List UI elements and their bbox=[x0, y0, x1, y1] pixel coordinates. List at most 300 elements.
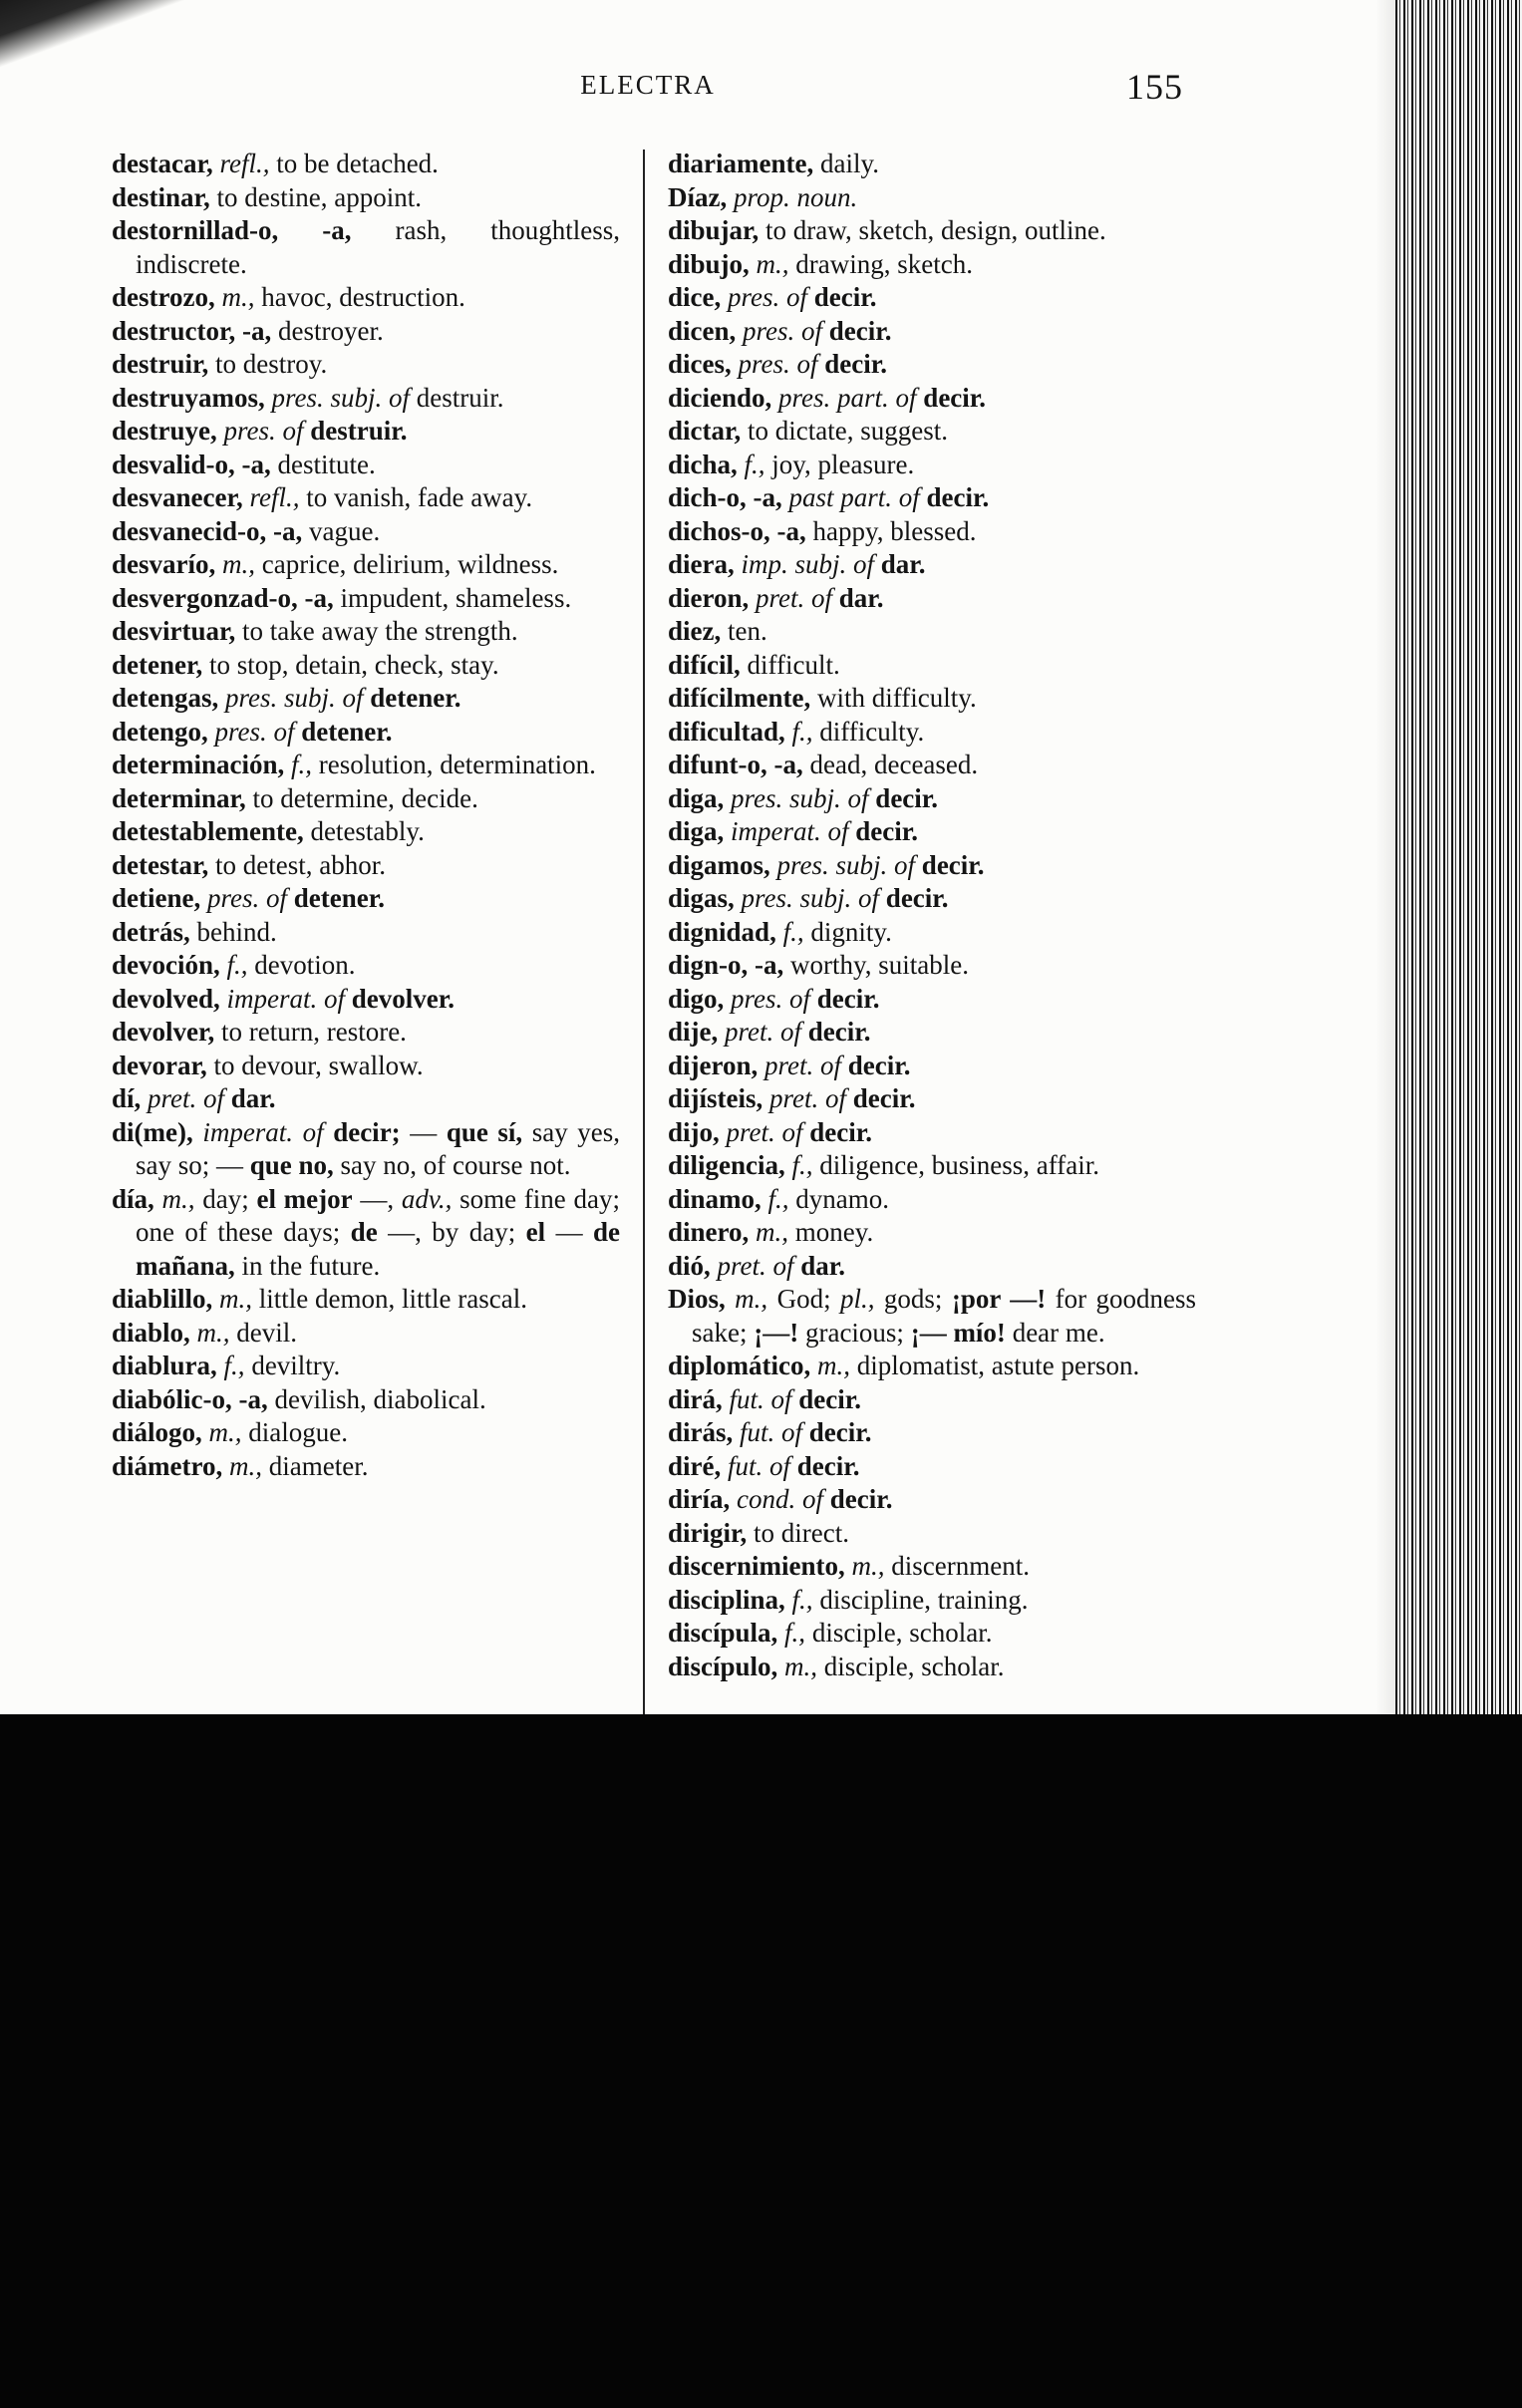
entry-text bbox=[200, 883, 207, 913]
entry-headword: decir. bbox=[828, 315, 892, 346]
entry-grammar: m., bbox=[735, 1284, 768, 1314]
entry-text bbox=[287, 883, 294, 913]
entry-text bbox=[345, 984, 352, 1014]
dictionary-entry bbox=[668, 281, 1196, 315]
entry-text bbox=[735, 883, 742, 913]
entry-headword: decir. bbox=[807, 1017, 871, 1047]
entry-grammar: pres. of bbox=[731, 983, 811, 1014]
entry-text bbox=[726, 1284, 735, 1314]
entry-text: to return, restore. bbox=[214, 1017, 407, 1047]
dictionary-entry bbox=[112, 548, 620, 582]
entry-headword: dí, bbox=[112, 1083, 142, 1113]
dictionary-entry bbox=[668, 1149, 1196, 1183]
entry-headword: Dios, bbox=[668, 1284, 726, 1314]
dictionary-entry bbox=[668, 749, 1196, 782]
dictionary-entry bbox=[668, 1050, 1196, 1083]
dictionary-entry bbox=[668, 649, 1196, 683]
entry-headword: destruir, bbox=[112, 349, 209, 379]
entry-text bbox=[920, 482, 927, 512]
entry-headword: desvalid-o, -a, bbox=[112, 449, 271, 479]
dictionary-entry bbox=[668, 1584, 1196, 1618]
dictionary-entry bbox=[668, 1283, 1196, 1350]
dictionary-entry bbox=[668, 815, 1196, 849]
entry-text: diplomatist, astute person. bbox=[850, 1351, 1140, 1380]
dictionary-entry bbox=[668, 214, 1196, 248]
dictionary-entry bbox=[112, 1450, 620, 1484]
entry-text bbox=[733, 1417, 740, 1447]
entry-text: vague. bbox=[302, 515, 381, 546]
entry-grammar: pret. of bbox=[717, 1250, 794, 1281]
entry-headword: dar. bbox=[800, 1250, 846, 1281]
entry-headword: desvanecid-o, -a, bbox=[112, 515, 303, 546]
entry-headword: diez, bbox=[668, 616, 722, 646]
entry-text: to take away the strength. bbox=[235, 616, 518, 646]
entry-text bbox=[738, 450, 745, 479]
entry-headword: dice, bbox=[668, 282, 722, 312]
entry-text: to be detached. bbox=[269, 149, 439, 178]
entry-text bbox=[802, 1417, 809, 1447]
entry-headword: decir. bbox=[852, 1083, 916, 1113]
entry-text: dynamo. bbox=[788, 1183, 890, 1214]
entry-headword: detestablemente, bbox=[112, 816, 304, 846]
entry-headword: detestar, bbox=[112, 849, 209, 880]
entry-text bbox=[224, 1083, 231, 1113]
dictionary-entry bbox=[668, 682, 1196, 716]
entry-grammar: pres. of bbox=[728, 282, 807, 312]
dictionary-entry bbox=[112, 1283, 620, 1317]
entry-text: — bbox=[400, 1116, 447, 1147]
entry-text bbox=[222, 1451, 229, 1481]
entry-text: to vanish, fade away. bbox=[299, 482, 533, 512]
entry-headword: Díaz, bbox=[668, 181, 728, 212]
dictionary-entry bbox=[668, 1617, 1196, 1651]
dictionary-entry bbox=[112, 348, 620, 382]
entry-grammar: pres. of bbox=[738, 349, 818, 379]
entry-grammar: f., bbox=[791, 1584, 813, 1615]
entry-headword: destruir. bbox=[310, 416, 408, 446]
entry-headword: devorar, bbox=[112, 1050, 207, 1080]
entry-headword: difícil, bbox=[668, 649, 741, 680]
entry-headword: dinero, bbox=[668, 1217, 750, 1247]
entry-grammar: f., bbox=[290, 750, 312, 779]
entry-text: day; bbox=[194, 1183, 257, 1214]
entry-grammar: m., bbox=[196, 1317, 230, 1348]
entry-text bbox=[735, 549, 742, 579]
dictionary-entry bbox=[668, 615, 1196, 649]
entry-text bbox=[718, 1017, 725, 1047]
entry-text bbox=[841, 1051, 848, 1080]
entry-grammar: f., bbox=[226, 950, 248, 980]
entry-headword: dign-o, -a, bbox=[668, 950, 784, 980]
entry-text: discernment. bbox=[884, 1551, 1030, 1581]
entry-grammar: pres. of bbox=[214, 716, 295, 747]
entry-headword: decir. bbox=[875, 782, 939, 813]
entry-grammar: pres. subj. of bbox=[741, 883, 880, 913]
entry-headword: decir. bbox=[926, 482, 990, 512]
dictionary-entry bbox=[112, 582, 620, 616]
entry-headword: diabólic-o, -a, bbox=[112, 1383, 268, 1414]
entry-grammar: f., bbox=[791, 716, 813, 747]
entry-text: deviltry. bbox=[244, 1351, 341, 1380]
entry-text: joy, pleasure. bbox=[764, 449, 915, 479]
entry-headword: decir. bbox=[816, 983, 880, 1014]
entry-text: devilish, diabolical. bbox=[267, 1383, 486, 1414]
entry-grammar: cond. of bbox=[737, 1484, 824, 1514]
entry-headword: dije, bbox=[668, 1017, 719, 1047]
entry-text bbox=[790, 1451, 797, 1481]
dictionary-entry bbox=[668, 1183, 1196, 1217]
entry-text: some fine day; one of these days; bbox=[136, 1183, 620, 1247]
entry-headword: digamos, bbox=[668, 849, 770, 880]
entry-grammar: m., bbox=[784, 1651, 818, 1681]
entry-text: to draw, sketch, design, outline. bbox=[759, 215, 1106, 245]
dictionary-entry bbox=[668, 1082, 1196, 1116]
entry-headword: determinación, bbox=[112, 750, 285, 779]
entry-headword: diría, bbox=[668, 1484, 731, 1514]
dictionary-entry bbox=[112, 481, 620, 515]
dictionary-entry bbox=[112, 916, 620, 950]
entry-text bbox=[749, 1217, 756, 1247]
entry-headword: diligencia, bbox=[668, 1150, 785, 1180]
entry-text: in the future. bbox=[234, 1250, 381, 1281]
entry-text bbox=[822, 316, 829, 346]
entry-headword: dicen, bbox=[668, 315, 737, 346]
entry-grammar: pres. of bbox=[206, 883, 287, 913]
entry-text bbox=[915, 850, 922, 880]
dictionary-entry bbox=[112, 649, 620, 683]
entry-text: devotion. bbox=[247, 950, 356, 980]
entry-headword: dieron, bbox=[668, 582, 750, 613]
entry-text bbox=[810, 1351, 817, 1380]
entry-headword: de mañana, bbox=[136, 1217, 620, 1281]
entry-grammar: refl., bbox=[219, 149, 270, 178]
entry-text bbox=[720, 1117, 727, 1147]
entry-grammar: f., bbox=[784, 1618, 806, 1648]
entry-text bbox=[721, 1451, 728, 1481]
entry-headword: dictar, bbox=[668, 416, 742, 446]
entry-headword: detener. bbox=[370, 683, 461, 713]
dictionary-entry bbox=[668, 1517, 1196, 1551]
entry-grammar: imperat. of bbox=[226, 983, 346, 1014]
entry-text: for goodness sake; bbox=[692, 1284, 1197, 1348]
entry-text bbox=[727, 182, 734, 212]
dictionary-entry bbox=[112, 1050, 620, 1083]
dictionary-entry bbox=[668, 248, 1196, 282]
entry-headword: el bbox=[525, 1217, 546, 1247]
entry-grammar: m., bbox=[208, 1417, 242, 1447]
entry-headword: desvanecer, bbox=[112, 482, 243, 512]
entry-text: to direct. bbox=[747, 1517, 849, 1548]
dictionary-entry bbox=[668, 582, 1196, 616]
dictionary-entry bbox=[112, 281, 620, 315]
entry-grammar: pret. of bbox=[769, 1083, 847, 1113]
entry-headword: dich-o, -a, bbox=[668, 482, 782, 512]
entry-headword: dicha, bbox=[668, 449, 738, 479]
entry-headword: disciplina, bbox=[668, 1584, 785, 1615]
entry-text: —, bbox=[352, 1183, 402, 1214]
entry-headword: dificultad, bbox=[668, 716, 785, 747]
entry-headword: diré, bbox=[668, 1450, 722, 1481]
page-corner-shadow bbox=[0, 0, 299, 90]
dictionary-entry bbox=[668, 348, 1196, 382]
entry-grammar: prop. noun. bbox=[733, 181, 858, 212]
dictionary-entry bbox=[668, 882, 1196, 916]
entry-text: dialogue. bbox=[241, 1417, 349, 1447]
entry-grammar: pret. of bbox=[726, 1116, 803, 1147]
entry-text: to determine, decide. bbox=[245, 782, 478, 813]
entry-text bbox=[785, 1585, 792, 1615]
entry-headword: detengo, bbox=[112, 716, 208, 747]
entry-text bbox=[324, 1117, 334, 1147]
entry-text: resolution, determination. bbox=[312, 750, 596, 779]
entry-headword: difícilmente, bbox=[668, 683, 811, 713]
entry-text: to devour, swallow. bbox=[206, 1050, 424, 1080]
entry-headword: decir. bbox=[921, 849, 985, 880]
entry-headword: diplomático, bbox=[668, 1351, 811, 1380]
entry-text: to destine, appoint. bbox=[209, 181, 422, 212]
entry-text: devil. bbox=[229, 1317, 298, 1348]
dictionary-entry bbox=[668, 515, 1196, 549]
entry-headword: destructor, -a, bbox=[112, 315, 272, 346]
entry-text: destitute. bbox=[270, 449, 376, 479]
dictionary-entry bbox=[668, 1651, 1196, 1684]
entry-text bbox=[785, 717, 792, 747]
entry-text: impudent, shameless. bbox=[333, 582, 572, 613]
entry-text bbox=[761, 1184, 768, 1214]
dictionary-entry bbox=[112, 148, 620, 181]
dictionary-entry bbox=[112, 882, 620, 916]
entry-grammar: m., bbox=[851, 1551, 885, 1581]
entry-text bbox=[749, 583, 756, 613]
entry-headword: detener. bbox=[293, 883, 385, 913]
entry-headword: dignidad, bbox=[668, 916, 776, 947]
entry-text bbox=[801, 1017, 808, 1047]
entry-headword: decir. bbox=[824, 349, 887, 379]
entry-headword: desvarío, bbox=[112, 549, 216, 579]
entry-text: difficulty. bbox=[812, 716, 925, 747]
dictionary-entry bbox=[112, 382, 620, 416]
entry-text: caprice, delirium, wildness. bbox=[255, 549, 559, 579]
entry-text bbox=[770, 850, 777, 880]
entry-text bbox=[723, 1384, 730, 1414]
entry-headword: diablillo, bbox=[112, 1284, 213, 1314]
entry-text bbox=[750, 249, 757, 279]
entry-headword: destruye, bbox=[112, 416, 217, 446]
entry-headword: decir. bbox=[808, 1417, 872, 1447]
entry-text: little demon, little rascal. bbox=[252, 1284, 527, 1314]
entry-headword: diga, bbox=[668, 816, 725, 846]
entry-grammar: f., bbox=[782, 916, 804, 947]
page-number: 155 bbox=[1126, 67, 1183, 107]
dictionary-entry bbox=[112, 1416, 620, 1450]
entry-grammar: imperat. of bbox=[202, 1116, 324, 1147]
entry-headword: diciendo, bbox=[668, 382, 772, 413]
dictionary-entry bbox=[668, 415, 1196, 449]
entry-text bbox=[711, 1251, 718, 1281]
book-binding-edge bbox=[1395, 0, 1522, 1714]
entry-grammar: f., bbox=[767, 1183, 789, 1214]
running-header-title: ELECTRA bbox=[580, 70, 716, 100]
entry-grammar: fut. of bbox=[740, 1417, 803, 1447]
dictionary-entry bbox=[668, 1383, 1196, 1417]
dictionary-entry bbox=[668, 1416, 1196, 1450]
entry-headword: destornillad-o, -a, bbox=[112, 215, 352, 245]
entry-grammar: pret. of bbox=[764, 1050, 842, 1080]
entry-headword: dirigir, bbox=[668, 1517, 748, 1548]
entry-headword: destacar, bbox=[112, 149, 213, 178]
dictionary-entry bbox=[668, 1450, 1196, 1484]
entry-headword: que sí, bbox=[446, 1116, 523, 1147]
entry-text: disciple, scholar. bbox=[805, 1618, 993, 1648]
entry-headword: diera, bbox=[668, 549, 735, 579]
entry-headword: dijeron, bbox=[668, 1050, 759, 1080]
entry-grammar: past part. of bbox=[788, 482, 920, 512]
dictionary-entry bbox=[112, 849, 620, 883]
entry-headword: detengas, bbox=[112, 683, 219, 713]
entry-headword: dar. bbox=[230, 1083, 276, 1113]
entry-grammar: m., bbox=[817, 1351, 851, 1380]
entry-text: happy, blessed. bbox=[805, 515, 977, 546]
bottom-scan-shadow bbox=[0, 1714, 1522, 2408]
dictionary-entry bbox=[112, 949, 620, 983]
entry-headword: destinar, bbox=[112, 181, 210, 212]
entry-text: — bbox=[545, 1217, 593, 1247]
entry-headword: dinamo, bbox=[668, 1183, 761, 1214]
entry-grammar: m., bbox=[222, 549, 255, 579]
dictionary-entry bbox=[668, 382, 1196, 416]
entry-headword: desvirtuar, bbox=[112, 616, 236, 646]
entry-headword: determinar, bbox=[112, 782, 246, 813]
entry-headword: decir. bbox=[798, 1383, 862, 1414]
entry-text: diameter. bbox=[261, 1450, 369, 1481]
entry-headword: devoción, bbox=[112, 950, 220, 980]
entry-grammar: fut. of bbox=[729, 1383, 792, 1414]
entry-grammar: m., bbox=[228, 1450, 262, 1481]
entry-headword: devolver. bbox=[351, 983, 456, 1014]
dictionary-entry bbox=[668, 449, 1196, 482]
entry-text: rash, thoughtless, indiscrete. bbox=[136, 215, 620, 279]
dictionary-entry bbox=[112, 1183, 620, 1284]
entry-grammar: refl., bbox=[249, 482, 300, 512]
entry-headword: devolver, bbox=[112, 1017, 215, 1047]
dictionary-entry bbox=[112, 1082, 620, 1116]
entry-text: daily. bbox=[813, 149, 879, 178]
dictionary-entry bbox=[668, 1250, 1196, 1284]
dictionary-entry bbox=[112, 1116, 620, 1183]
entry-text: to dictate, suggest. bbox=[741, 416, 948, 446]
dictionary-entry bbox=[668, 782, 1196, 816]
dictionary-entry bbox=[112, 315, 620, 349]
entry-text bbox=[807, 282, 814, 312]
entry-text bbox=[879, 883, 886, 913]
entry-grammar: pres. subj. of bbox=[271, 382, 411, 413]
entry-text bbox=[218, 683, 225, 713]
entry-headword: dirás, bbox=[668, 1417, 734, 1447]
dictionary-entry bbox=[112, 615, 620, 649]
entry-headword: dirá, bbox=[668, 1383, 723, 1414]
entry-headword: decir. bbox=[923, 382, 987, 413]
entry-grammar: m., bbox=[161, 1183, 195, 1214]
dictionary-entry bbox=[668, 1116, 1196, 1150]
entry-text: —, by day; bbox=[377, 1217, 526, 1247]
entry-text: gracious; bbox=[798, 1317, 911, 1348]
entry-grammar: m., bbox=[221, 282, 255, 312]
dictionary-entry bbox=[112, 716, 620, 750]
entry-text bbox=[217, 1351, 224, 1380]
dictionary-entry bbox=[668, 1550, 1196, 1584]
entry-grammar: adv., bbox=[401, 1183, 453, 1214]
entry-grammar: pret. of bbox=[725, 1017, 801, 1047]
entry-text bbox=[213, 149, 220, 178]
entry-grammar: pres. subj. of bbox=[776, 849, 916, 880]
dictionary-entry bbox=[112, 682, 620, 716]
entry-grammar: pret. of bbox=[148, 1083, 225, 1113]
entry-grammar: f., bbox=[223, 1351, 245, 1380]
entry-headword: ¡—! bbox=[754, 1317, 799, 1348]
entry-text: ten. bbox=[721, 616, 767, 646]
entry-text bbox=[220, 950, 227, 980]
entry-headword: dijísteis, bbox=[668, 1083, 763, 1113]
entry-grammar: f., bbox=[744, 449, 765, 479]
entry-grammar: pres. of bbox=[223, 416, 304, 446]
entry-text bbox=[846, 1083, 853, 1113]
entry-grammar: m., bbox=[756, 248, 789, 279]
entry-headword: dar. bbox=[838, 582, 884, 613]
entry-headword: destruyamos, bbox=[112, 382, 265, 413]
entry-text bbox=[193, 1117, 203, 1147]
dictionary-entry bbox=[668, 716, 1196, 750]
entry-headword: destrozo, bbox=[112, 282, 215, 312]
entry-text: discipline, training. bbox=[812, 1584, 1029, 1615]
entry-headword: decir. bbox=[885, 883, 949, 913]
entry-text: money. bbox=[788, 1217, 874, 1247]
entry-text bbox=[782, 482, 789, 512]
dictionary-entry bbox=[112, 815, 620, 849]
entry-text bbox=[732, 349, 739, 379]
entry-headword: decir. bbox=[813, 282, 877, 312]
entry-headword: di(me), bbox=[112, 1116, 193, 1147]
entry-headword: que no, bbox=[249, 1150, 334, 1180]
entry-headword: ¡— mío! bbox=[910, 1317, 1006, 1348]
dictionary-entry bbox=[668, 315, 1196, 349]
entry-text bbox=[284, 750, 291, 779]
entry-grammar: pl., bbox=[839, 1284, 875, 1314]
dictionary-entry bbox=[112, 214, 620, 281]
dictionary-entry bbox=[112, 1016, 620, 1050]
entry-headword: digo, bbox=[668, 983, 725, 1014]
entry-grammar: m., bbox=[756, 1217, 789, 1247]
entry-text bbox=[730, 1484, 737, 1514]
entry-text: difficult. bbox=[740, 649, 840, 680]
entry-headword: dar. bbox=[880, 549, 926, 579]
right-column bbox=[668, 148, 1196, 1683]
dictionary-entry bbox=[668, 1216, 1196, 1250]
left-column bbox=[112, 148, 620, 1483]
entry-headword: desvergonzad-o, -a, bbox=[112, 582, 334, 613]
entry-headword: detrás, bbox=[112, 916, 190, 947]
entry-text: with difficulty. bbox=[810, 683, 977, 713]
entry-text bbox=[785, 1150, 792, 1180]
entry-text: say no, of course not. bbox=[333, 1150, 571, 1180]
entry-headword: diablura, bbox=[112, 1351, 217, 1380]
entry-grammar: imperat. of bbox=[731, 816, 849, 846]
entry-text: to stop, detain, check, stay. bbox=[202, 649, 499, 680]
entry-headword: dijo, bbox=[668, 1116, 720, 1147]
entry-headword: decir. bbox=[847, 1050, 911, 1080]
dictionary-entry bbox=[668, 1483, 1196, 1517]
entry-text bbox=[202, 1417, 209, 1447]
entry-grammar: m., bbox=[219, 1284, 253, 1314]
